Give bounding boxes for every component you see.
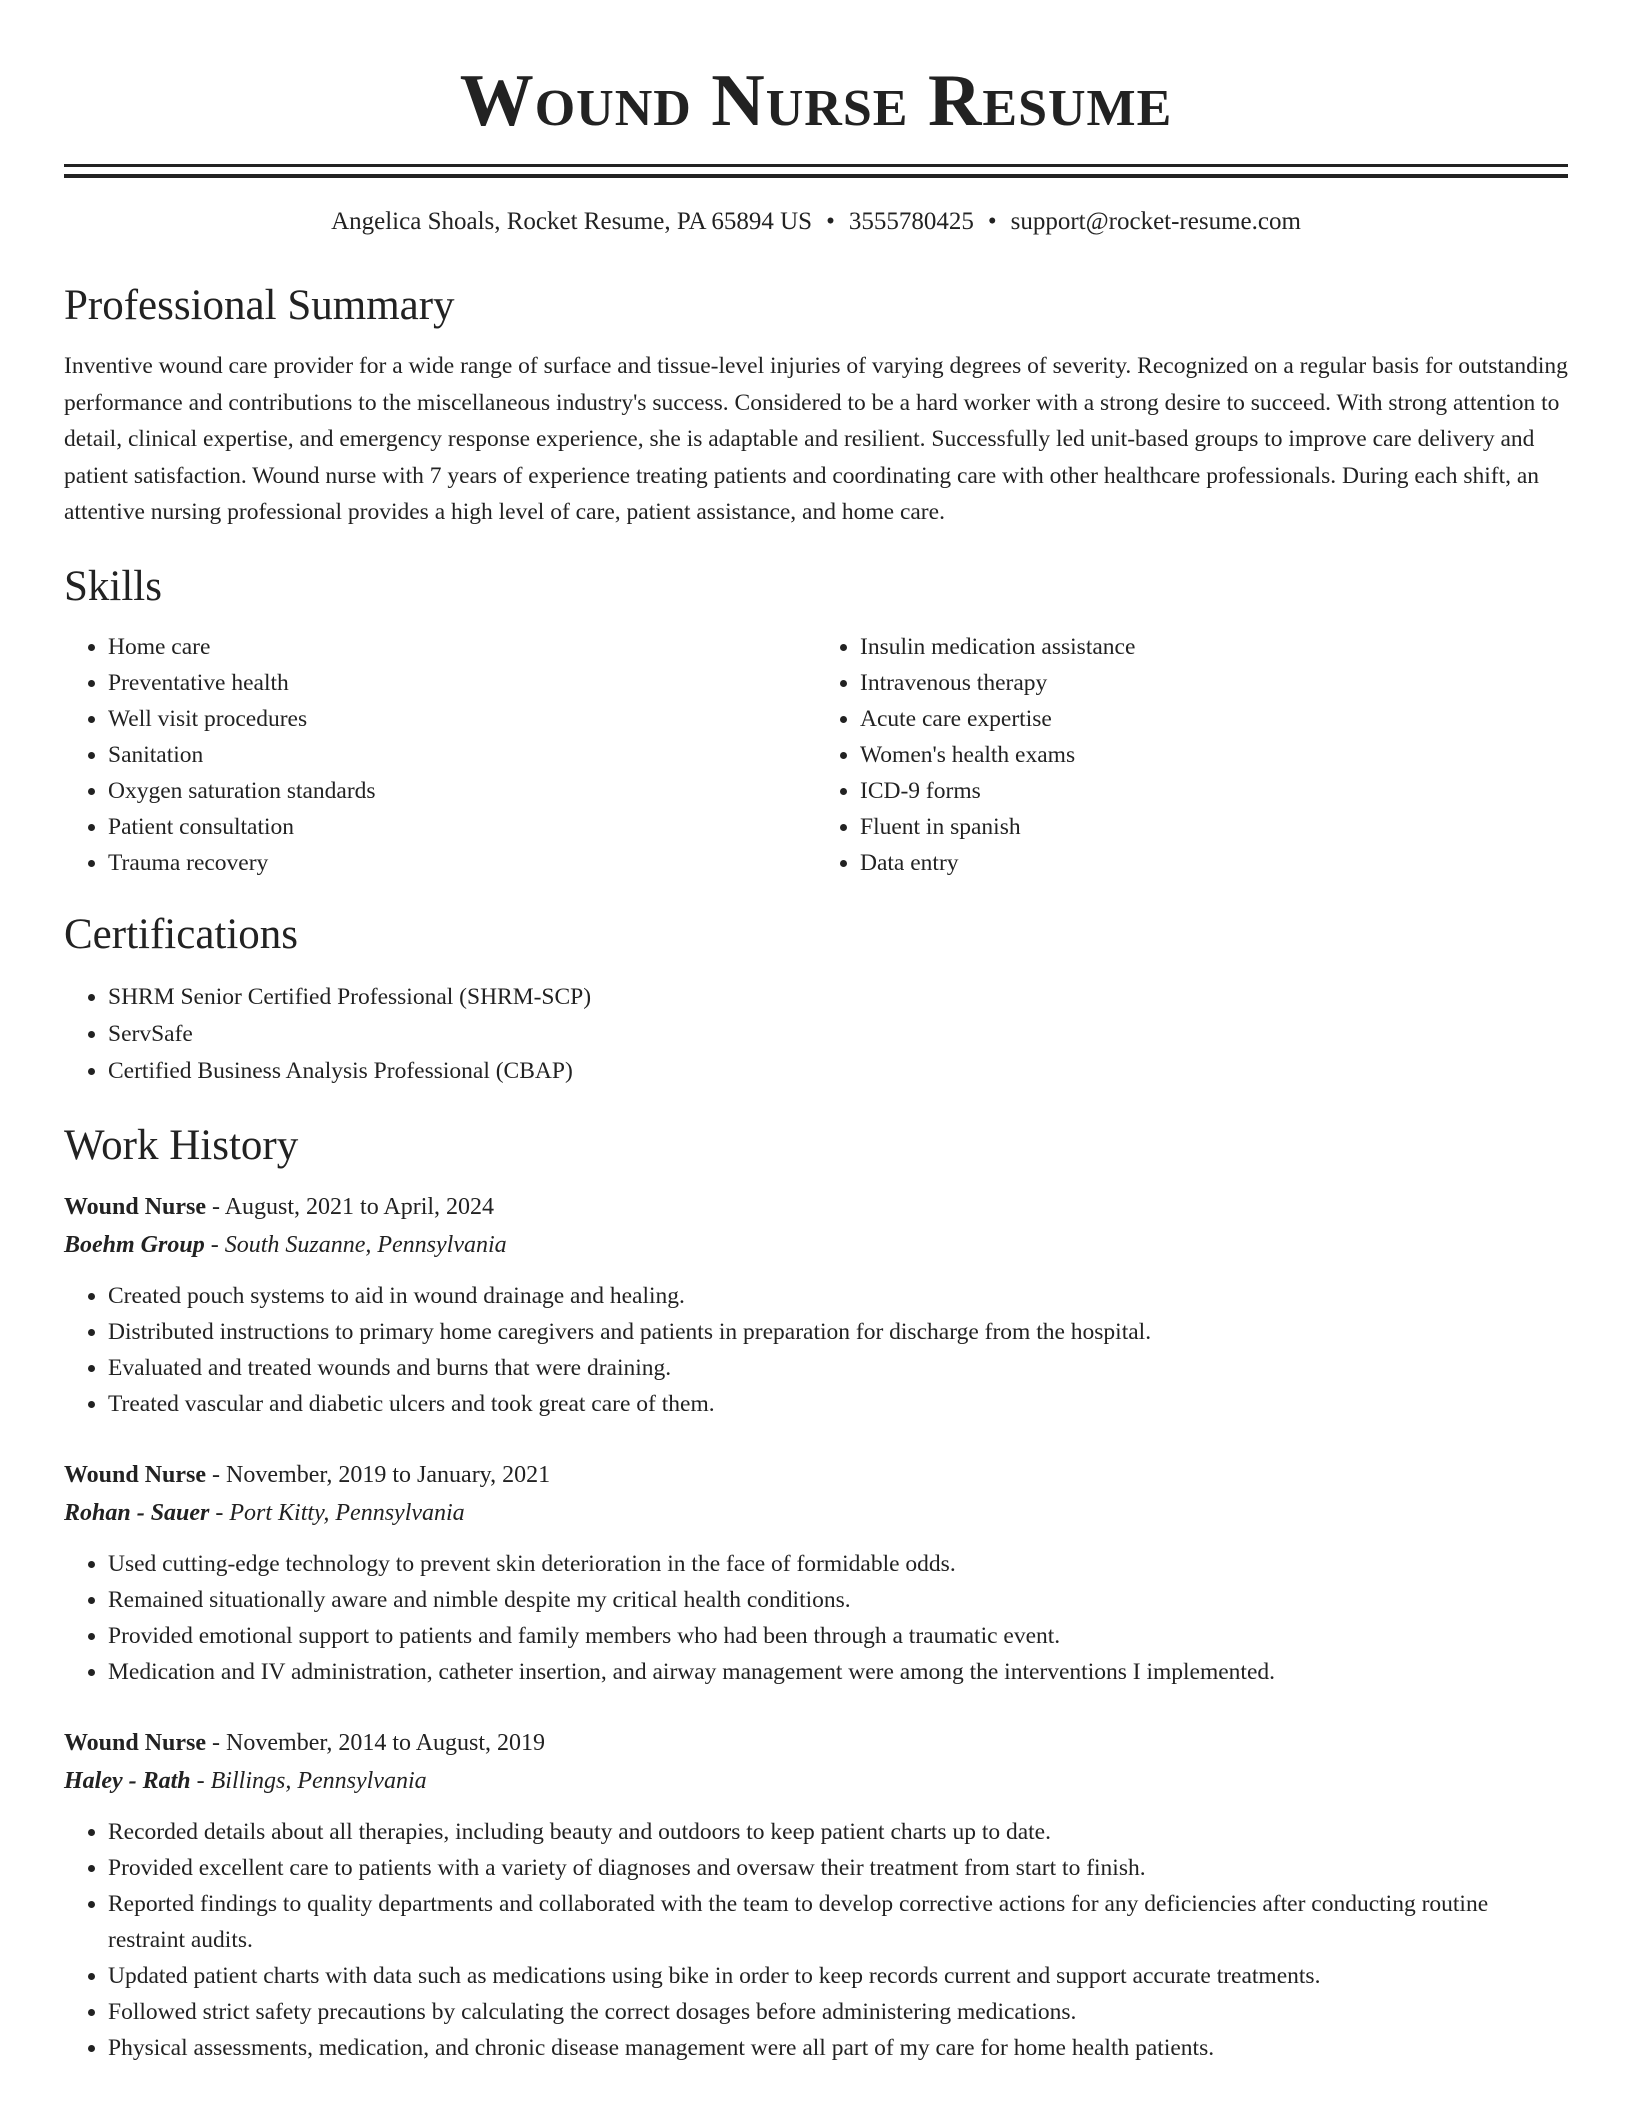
job-bullet: • Created pouch systems to aid in wound drainage and healing. — [108, 1278, 1568, 1314]
job-bullet: • Medication and IV administration, catheter insertion, and airway management were among the interventions I implemented. — [108, 1654, 1568, 1690]
resume-title: Wound Nurse Resume — [459, 60, 1173, 142]
job-company-line — [64, 1494, 1568, 1532]
skill-item: • Home care — [108, 629, 816, 665]
job-bullet: • Recorded details about all therapies, including beauty and outdoors to keep patient charts up to date. — [108, 1814, 1568, 1850]
skill-item: • Patient consultation — [108, 809, 816, 845]
job-title: Wound Nurse — [64, 1461, 207, 1488]
contact-separator: • — [987, 208, 997, 235]
job-bullet: • Remained situationally aware and nimble despite my critical health conditions. — [108, 1582, 1568, 1618]
skills-columns — [64, 629, 1568, 881]
job-title-line — [64, 1456, 1568, 1494]
job-company-line — [64, 1226, 1568, 1264]
job-bullets — [64, 1278, 1568, 1422]
skill-item: • Women's health exams — [860, 737, 1568, 773]
job-dates: - November, 2014 to August, 2019 — [212, 1729, 546, 1756]
job-title-line — [64, 1188, 1568, 1226]
job-company: Haley - Rath — [64, 1767, 191, 1794]
job-company: Rohan - Sauer — [64, 1499, 210, 1526]
job-entry — [64, 1456, 1568, 1690]
job-dates: - November, 2019 to January, 2021 — [212, 1461, 551, 1488]
skill-item: • Fluent in spanish — [860, 809, 1568, 845]
skill-item: • Acute care expertise — [860, 701, 1568, 737]
job-company: Boehm Group — [64, 1231, 205, 1258]
job-bullet: • Provided emotional support to patients and family members who had been through a traumatic event. — [108, 1618, 1568, 1654]
job-bullet: • Followed strict safety precautions by calculating the correct dosages before administering medications. — [108, 1994, 1568, 2030]
job-bullets — [64, 1814, 1568, 2066]
job-location: - South Suzanne, Pennsylvania — [210, 1231, 507, 1258]
work-history-heading: Work History — [64, 1121, 299, 1169]
job-location: - Billings, Pennsylvania — [196, 1767, 427, 1794]
job-entry — [64, 1724, 1568, 2066]
skill-item: • Preventative health — [108, 665, 816, 701]
skills-heading: Skills — [64, 562, 162, 610]
contact-address: Angelica Shoals, Rocket Resume, PA 65894 US — [331, 208, 813, 235]
summary-text: Inventive wound care provider for a wide range of surface and tissue-level injuries of varying degrees of severity. Recognized on a regular basis for outstanding performance and contributions to the miscellaneous industry's success. Considered to be a hard worker with a strong desire to succeed. With strong attention to detail, clinical expertise, and emergency response experience, she is adaptable and resilient. Successfully led unit-based groups to improve care delivery and patient satisfaction. Wound nurse with 7 years of experience treating patients and coordinating care with other healthcare professionals. During each shift, an attentive nursing professional provides a high level of care, patient assistance, and home care. — [64, 353, 1568, 525]
job-title: Wound Nurse — [64, 1193, 207, 1220]
job-company-line — [64, 1762, 1568, 1800]
skills-list-right — [816, 629, 1568, 881]
job-bullet: • Evaluated and treated wounds and burns that were draining. — [108, 1350, 1568, 1386]
job-dates: - August, 2021 to April, 2024 — [212, 1193, 495, 1220]
title-rule-top — [64, 164, 1568, 167]
certifications-heading: Certifications — [64, 910, 299, 958]
job-entry — [64, 1188, 1568, 1422]
skill-item: • Oxygen saturation standards — [108, 773, 816, 809]
skill-item: • Insulin medication assistance — [860, 629, 1568, 665]
job-bullet: • Treated vascular and diabetic ulcers and took great care of them. — [108, 1386, 1568, 1422]
certification-item: • SHRM Senior Certified Professional (SHRM-SCP) — [108, 979, 1568, 1016]
job-bullet: • Reported findings to quality departments and collaborated with the team to develop corrective actions for any deficiencies after conducting routine restraint audits. — [108, 1886, 1568, 1958]
contact-email: support@rocket-resume.com — [1010, 208, 1301, 235]
skills-list-left — [64, 629, 816, 881]
contact-line — [64, 204, 1568, 240]
skill-item: • Data entry — [860, 845, 1568, 881]
certification-item: • Certified Business Analysis Professional (CBAP) — [108, 1053, 1568, 1090]
job-title-line — [64, 1724, 1568, 1762]
contact-separator: • — [826, 208, 835, 235]
contact-phone: 3555780425 — [848, 208, 974, 235]
job-bullets — [64, 1546, 1568, 1690]
job-title: Wound Nurse — [64, 1729, 207, 1756]
skill-item: • Sanitation — [108, 737, 816, 773]
skill-item: • ICD-9 forms — [860, 773, 1568, 809]
skill-item: • Intravenous therapy — [860, 665, 1568, 701]
job-bullet: • Updated patient charts with data such as medications using bike in order to keep records current and support accurate treatments. — [108, 1958, 1568, 1994]
skill-item: • Trauma recovery — [108, 845, 816, 881]
title-rule-bottom — [64, 174, 1568, 178]
certifications-list — [64, 979, 1568, 1090]
job-bullet: • Used cutting-edge technology to prevent skin deterioration in the face of formidable odds. — [108, 1546, 1568, 1582]
job-location: - Port Kitty, Pennsylvania — [215, 1499, 465, 1526]
summary-heading: Professional Summary — [64, 282, 455, 329]
skill-item: • Well visit procedures — [108, 701, 816, 737]
job-bullet: • Provided excellent care to patients with a variety of diagnoses and oversaw their treatment from start to finish. — [108, 1850, 1568, 1886]
job-bullet: • Distributed instructions to primary home caregivers and patients in preparation for discharge from the hospital. — [108, 1314, 1568, 1350]
job-bullet: • Physical assessments, medication, and chronic disease management were all part of my care for home health patients. — [108, 2030, 1568, 2066]
certification-item: • ServSafe — [108, 1016, 1568, 1053]
